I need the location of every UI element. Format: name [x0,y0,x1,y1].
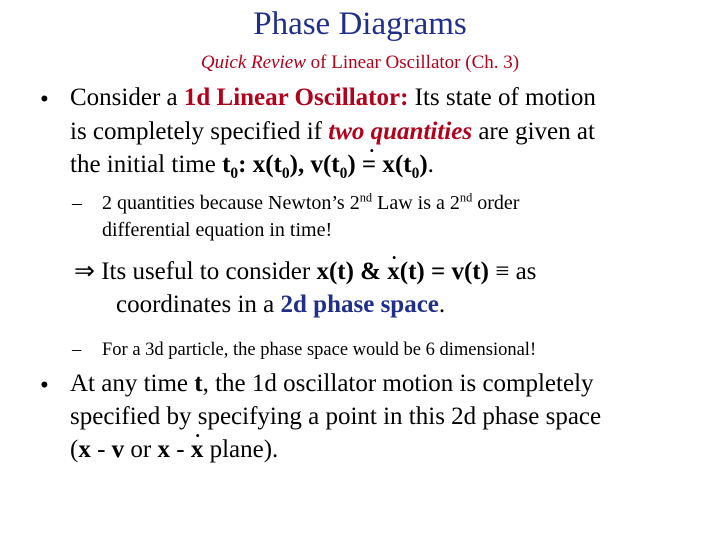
bullet1-line1 [70,84,596,112]
bullet1-emphasis: two quantities [328,118,473,145]
bullet2-line3-a: ( [70,436,79,463]
sub1-sup-a: nd [359,190,373,205]
bullet2-end: plane). [203,436,279,463]
sub1-line1-c: order [472,192,520,214]
bullet2-t: t [194,370,203,397]
sub1-line2: differential equation in time! [102,219,333,241]
bullet2-line1 [70,370,594,398]
sub2-text: For a 3d particle, the phase space would be 6 dimensional! [102,340,537,360]
bullet1-close: ) [419,151,428,178]
bullet2-x2: x [157,436,170,463]
bullet2-or: or [124,436,158,463]
sub-bullet-marker: – [72,340,82,360]
implies-a: Its useful to consider [94,258,317,285]
bullet1-line2-a: is completely specified if [70,118,329,145]
bullet1-prefix: Consider a [70,84,184,111]
implies-xdot: • x [387,258,400,286]
slide-title: Phase Diagrams [253,6,467,42]
implies-highlight: 2d phase space [280,291,439,318]
subtitle-rest: of Linear Oscillator (Ch. 3) [305,52,520,73]
bullet2-v: v [111,436,125,463]
bullet1-line3-a: the initial time [70,151,223,178]
bullet1-eq: • ) = x [347,151,395,179]
implies-equiv: ≡ [488,258,516,285]
bullet1-period: . [427,151,434,178]
implies-arrow-icon: ⇒ [74,258,95,285]
bullet1-sub1: 0 [281,165,290,182]
subtitle-italic: Quick Review [200,52,306,73]
implies-line2 [116,291,445,319]
bullet1-sub3: 0 [411,165,420,182]
bullet-marker: • [40,372,49,399]
implies-b: x(t) & [316,258,388,285]
implies-line2-a: coordinates in a [116,291,281,318]
bullet2-line3 [70,436,278,464]
sub-bullet-marker: – [72,192,82,214]
bullet2-line1-a: At any time [70,370,195,397]
bullet1-t: t [222,151,231,178]
bullet1-xd-open: (t [394,151,412,178]
bullet1-line3 [70,151,434,182]
sub1-line1 [102,192,519,215]
sub1-sup-b: nd [459,190,473,205]
slide-subtitle [0,52,720,74]
bullet1-highlight: 1d Linear Oscillator: [183,84,409,111]
bullet1-mid: Its state of motion [408,84,596,111]
bullet-marker: • [40,86,49,113]
bullet1-sub2: 0 [339,165,348,182]
bullet1-line2-b: are given at [472,118,595,145]
implies-c: (t) = v(t) [399,258,489,285]
bullet1-colon: : x(t [238,151,282,178]
implies-d: as [515,258,537,285]
bullet2-dash1: - [90,436,112,463]
bullet2-dash2: - [169,436,191,463]
implies-line1 [74,256,536,286]
sub1-line1-b: Law is a 2 [372,192,460,214]
bullet1-comma: ), v(t [289,151,340,178]
bullet2-line2: specified by specifying a point in this 2d phase space [70,403,602,430]
implies-line2-c: . [438,291,446,318]
bullet2-xdot: • x [191,436,204,464]
sub1-line1-a: 2 quantities because Newton’s 2 [102,192,360,214]
bullet2-x1: x [78,436,91,463]
bullet1-line2 [70,118,595,146]
bullet2-line1-b: , the 1d oscillator motion is completely [202,370,594,397]
bullet1-sub0: 0 [230,165,239,182]
